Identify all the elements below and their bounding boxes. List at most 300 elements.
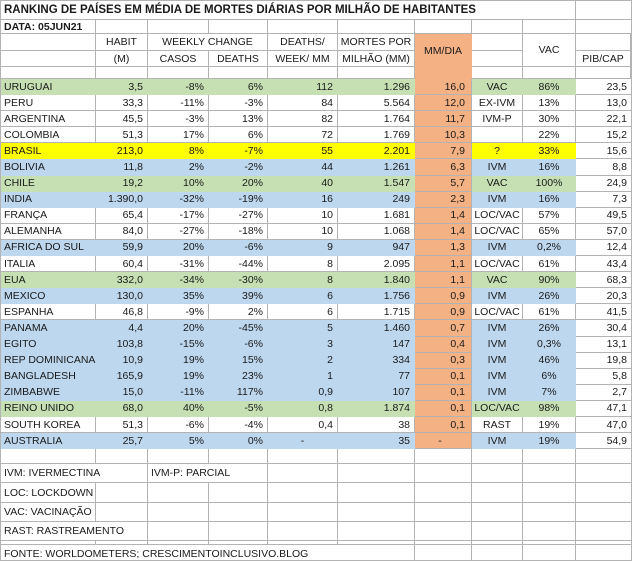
empty-cell[interactable] xyxy=(576,34,631,51)
cell-country[interactable]: ZIMBABWE xyxy=(1,385,96,401)
cell-deaths[interactable]: -44% xyxy=(209,256,268,272)
header-mm-dia[interactable]: MM/DIA xyxy=(415,34,472,79)
cell-mortes[interactable]: 249 xyxy=(338,192,415,208)
empty-cell[interactable] xyxy=(96,449,148,464)
cell-vac[interactable]: 46% xyxy=(523,353,576,369)
cell-vac[interactable]: 6% xyxy=(523,369,576,385)
cell-country[interactable]: PANAMA xyxy=(1,320,96,336)
legend-loc[interactable]: LOC: LOCKDOWN xyxy=(1,483,96,502)
cell-medida[interactable]: IVM xyxy=(472,240,523,256)
header-deaths[interactable]: DEATHS xyxy=(209,51,268,67)
header-casos[interactable]: CASOS xyxy=(148,51,209,67)
cell-deaths[interactable]: 0% xyxy=(209,433,268,449)
empty-cell[interactable] xyxy=(268,67,338,79)
cell-country[interactable]: MEXICO xyxy=(1,288,96,304)
cell-habit[interactable]: 65,4 xyxy=(96,208,148,224)
header-deaths-week-line2[interactable]: WEEK/ MM xyxy=(268,51,338,67)
cell-pib[interactable]: 13,0 xyxy=(576,95,631,111)
empty-cell[interactable] xyxy=(338,503,415,522)
cell-mortes[interactable]: 35 xyxy=(338,433,415,449)
empty-cell[interactable] xyxy=(523,483,576,502)
cell-deaths[interactable]: 39% xyxy=(209,288,268,304)
cell-pib[interactable]: 49,5 xyxy=(576,208,631,224)
cell-vac[interactable]: 57% xyxy=(523,208,576,224)
cell-deaths[interactable]: -2% xyxy=(209,159,268,175)
cell-deaths[interactable]: 117% xyxy=(209,385,268,401)
cell-medida[interactable]: IVM xyxy=(472,337,523,353)
cell-mm-dia[interactable]: 0,7 xyxy=(415,320,472,336)
empty-cell[interactable] xyxy=(338,464,415,483)
cell-deaths-week[interactable]: 6 xyxy=(268,288,338,304)
cell-mortes[interactable]: 2.095 xyxy=(338,256,415,272)
cell-country[interactable]: URUGUAI xyxy=(1,79,96,95)
cell-deaths-week[interactable]: 3 xyxy=(268,337,338,353)
empty-cell[interactable] xyxy=(209,67,268,79)
cell-medida[interactable]: IVM-P xyxy=(472,111,523,127)
cell-habit[interactable]: 3,5 xyxy=(96,79,148,95)
cell-medida[interactable]: IVM xyxy=(472,369,523,385)
empty-cell[interactable] xyxy=(268,20,338,34)
cell-deaths-week[interactable]: 55 xyxy=(268,143,338,159)
empty-cell[interactable] xyxy=(472,51,523,67)
cell-habit[interactable]: 1.390,0 xyxy=(96,192,148,208)
cell-deaths[interactable]: -30% xyxy=(209,272,268,288)
cell-casos[interactable]: 10% xyxy=(148,176,209,192)
header-vac[interactable]: VAC xyxy=(523,34,576,67)
cell-vac[interactable]: 22% xyxy=(523,127,576,143)
empty-cell[interactable] xyxy=(523,503,576,522)
cell-casos[interactable]: -17% xyxy=(148,208,209,224)
cell-mm-dia[interactable]: 0,1 xyxy=(415,417,472,433)
cell-habit[interactable]: 59,9 xyxy=(96,240,148,256)
cell-mm-dia[interactable]: - xyxy=(415,433,472,449)
source-note[interactable]: FONTE: WORLDOMETERS; CRESCIMENTOINCLUSIVO.BLOG xyxy=(1,545,415,561)
header-habit-line1[interactable]: HABIT xyxy=(96,34,148,51)
cell-mortes[interactable]: 1.261 xyxy=(338,159,415,175)
empty-cell[interactable] xyxy=(472,522,523,541)
cell-casos[interactable]: -15% xyxy=(148,337,209,353)
cell-mm-dia[interactable]: 6,3 xyxy=(415,159,472,175)
empty-cell[interactable] xyxy=(338,67,415,79)
cell-habit[interactable]: 15,0 xyxy=(96,385,148,401)
empty-cell[interactable] xyxy=(209,503,268,522)
empty-cell[interactable] xyxy=(148,483,209,502)
empty-cell[interactable] xyxy=(523,522,576,541)
header-pib-cap[interactable]: PIB/CAP xyxy=(576,51,631,67)
cell-deaths-week[interactable]: 5 xyxy=(268,320,338,336)
empty-cell[interactable] xyxy=(268,522,338,541)
empty-cell[interactable] xyxy=(148,449,209,464)
empty-cell[interactable] xyxy=(415,503,472,522)
cell-habit[interactable]: 10,9 xyxy=(96,353,148,369)
cell-country[interactable]: FRANÇA xyxy=(1,208,96,224)
header-habit-line2[interactable]: (M) xyxy=(96,51,148,67)
empty-cell[interactable] xyxy=(576,67,631,79)
header-deaths-week-line1[interactable]: DEATHS/ xyxy=(268,34,338,51)
cell-deaths[interactable]: 20% xyxy=(209,176,268,192)
cell-country[interactable]: COLOMBIA xyxy=(1,127,96,143)
cell-casos[interactable]: 17% xyxy=(148,127,209,143)
cell-mortes[interactable]: 947 xyxy=(338,240,415,256)
empty-cell[interactable] xyxy=(523,67,576,79)
header-mortes-line1[interactable]: MORTES POR xyxy=(338,34,415,51)
cell-mortes[interactable]: 2.201 xyxy=(338,143,415,159)
empty-cell[interactable] xyxy=(268,483,338,502)
cell-medida[interactable]: IVM xyxy=(472,385,523,401)
cell-habit[interactable]: 103,8 xyxy=(96,337,148,353)
cell-pib[interactable]: 12,4 xyxy=(576,240,631,256)
cell-vac[interactable]: 90% xyxy=(523,272,576,288)
cell-medida[interactable]: IVM xyxy=(472,288,523,304)
cell-casos[interactable]: -3% xyxy=(148,111,209,127)
empty-cell[interactable] xyxy=(415,464,472,483)
cell-deaths-week[interactable]: 8 xyxy=(268,272,338,288)
cell-mm-dia[interactable]: 11,7 xyxy=(415,111,472,127)
cell-mortes[interactable]: 1.068 xyxy=(338,224,415,240)
cell-deaths-week[interactable]: 10 xyxy=(268,208,338,224)
cell-habit[interactable]: 332,0 xyxy=(96,272,148,288)
cell-mm-dia[interactable]: 1,4 xyxy=(415,208,472,224)
cell-casos[interactable]: -8% xyxy=(148,79,209,95)
empty-cell[interactable] xyxy=(415,20,472,34)
cell-vac[interactable]: 30% xyxy=(523,111,576,127)
cell-casos[interactable]: 20% xyxy=(148,320,209,336)
cell-casos[interactable]: 35% xyxy=(148,288,209,304)
empty-cell[interactable] xyxy=(576,1,631,20)
cell-habit[interactable]: 165,9 xyxy=(96,369,148,385)
cell-country[interactable]: ESPANHA xyxy=(1,304,96,320)
cell-deaths-week[interactable]: 10 xyxy=(268,224,338,240)
cell-medida[interactable]: RAST xyxy=(472,417,523,433)
empty-cell[interactable] xyxy=(523,464,576,483)
cell-casos[interactable]: 19% xyxy=(148,369,209,385)
cell-pib[interactable]: 23,5 xyxy=(576,79,631,95)
cell-pib[interactable]: 43,4 xyxy=(576,256,631,272)
cell-casos[interactable]: -11% xyxy=(148,95,209,111)
cell-medida[interactable]: VAC xyxy=(472,176,523,192)
cell-vac[interactable]: 16% xyxy=(523,192,576,208)
cell-mm-dia[interactable]: 10,3 xyxy=(415,127,472,143)
cell-deaths[interactable]: -3% xyxy=(209,95,268,111)
cell-medida[interactable]: ? xyxy=(472,143,523,159)
empty-cell[interactable] xyxy=(472,483,523,502)
empty-cell[interactable] xyxy=(576,522,631,541)
empty-cell[interactable] xyxy=(1,67,96,79)
cell-deaths-week[interactable]: 6 xyxy=(268,304,338,320)
cell-medida[interactable]: IVM xyxy=(472,353,523,369)
legend-ivm-p[interactable]: IVM-P: PARCIAL xyxy=(148,464,268,483)
cell-medida[interactable]: VAC xyxy=(472,79,523,95)
header-mortes-line2[interactable]: MILHÃO (MM) xyxy=(338,51,415,67)
cell-medida[interactable]: LOC/VAC xyxy=(472,304,523,320)
cell-mm-dia[interactable]: 0,3 xyxy=(415,353,472,369)
empty-cell[interactable] xyxy=(415,483,472,502)
cell-pib[interactable]: 47,1 xyxy=(576,401,631,417)
cell-pib[interactable]: 8,8 xyxy=(576,159,631,175)
empty-cell[interactable] xyxy=(338,483,415,502)
cell-mortes[interactable]: 1.840 xyxy=(338,272,415,288)
cell-country[interactable]: INDIA xyxy=(1,192,96,208)
cell-casos[interactable]: 8% xyxy=(148,143,209,159)
cell-casos[interactable]: 19% xyxy=(148,353,209,369)
cell-casos[interactable]: 2% xyxy=(148,159,209,175)
cell-pib[interactable]: 15,6 xyxy=(576,143,631,159)
cell-deaths[interactable]: -6% xyxy=(209,240,268,256)
empty-cell[interactable] xyxy=(523,545,576,561)
empty-cell[interactable] xyxy=(209,522,268,541)
empty-cell[interactable] xyxy=(338,522,415,541)
empty-cell[interactable] xyxy=(576,20,631,34)
cell-country[interactable]: AFRICA DO SUL xyxy=(1,240,96,256)
cell-habit[interactable]: 25,7 xyxy=(96,433,148,449)
cell-deaths-week[interactable]: 84 xyxy=(268,95,338,111)
cell-habit[interactable]: 51,3 xyxy=(96,127,148,143)
cell-vac[interactable]: 100% xyxy=(523,176,576,192)
cell-country[interactable]: ALEMANHA xyxy=(1,224,96,240)
cell-vac[interactable]: 19% xyxy=(523,417,576,433)
cell-deaths[interactable]: 2% xyxy=(209,304,268,320)
cell-deaths[interactable]: 6% xyxy=(209,127,268,143)
empty-cell[interactable] xyxy=(415,449,472,464)
cell-mortes[interactable]: 107 xyxy=(338,385,415,401)
cell-pib[interactable]: 15,2 xyxy=(576,127,631,143)
cell-deaths-week[interactable]: 44 xyxy=(268,159,338,175)
cell-habit[interactable]: 130,0 xyxy=(96,288,148,304)
cell-mm-dia[interactable]: 0,9 xyxy=(415,304,472,320)
empty-cell[interactable] xyxy=(472,20,523,34)
cell-country[interactable]: SOUTH KOREA xyxy=(1,417,96,433)
empty-cell[interactable] xyxy=(523,20,576,34)
cell-casos[interactable]: 5% xyxy=(148,433,209,449)
empty-cell[interactable] xyxy=(1,34,96,51)
cell-mm-dia[interactable]: 0,4 xyxy=(415,337,472,353)
cell-medida[interactable]: VAC xyxy=(472,272,523,288)
cell-habit[interactable]: 51,3 xyxy=(96,417,148,433)
empty-cell[interactable] xyxy=(1,51,96,67)
cell-country[interactable]: PERU xyxy=(1,95,96,111)
empty-cell[interactable] xyxy=(415,545,472,561)
empty-cell[interactable] xyxy=(209,483,268,502)
cell-pib[interactable]: 30,4 xyxy=(576,320,631,336)
cell-mortes[interactable]: 77 xyxy=(338,369,415,385)
cell-habit[interactable]: 84,0 xyxy=(96,224,148,240)
cell-medida[interactable]: LOC/VAC xyxy=(472,256,523,272)
cell-pib[interactable]: 19,8 xyxy=(576,353,631,369)
empty-cell[interactable] xyxy=(268,464,338,483)
cell-mm-dia[interactable]: 0,1 xyxy=(415,385,472,401)
cell-deaths-week[interactable]: 0,9 xyxy=(268,385,338,401)
cell-vac[interactable]: 0,2% xyxy=(523,240,576,256)
cell-pib[interactable]: 68,3 xyxy=(576,272,631,288)
cell-deaths-week[interactable]: 112 xyxy=(268,79,338,95)
cell-deaths-week[interactable]: 0,8 xyxy=(268,401,338,417)
cell-country[interactable]: BOLIVIA xyxy=(1,159,96,175)
cell-deaths[interactable]: 13% xyxy=(209,111,268,127)
cell-mm-dia[interactable]: 0,1 xyxy=(415,369,472,385)
cell-medida[interactable] xyxy=(472,127,523,143)
cell-vac[interactable]: 26% xyxy=(523,320,576,336)
empty-cell[interactable] xyxy=(576,449,631,464)
cell-mortes[interactable]: 5.564 xyxy=(338,95,415,111)
cell-casos[interactable]: -9% xyxy=(148,304,209,320)
cell-deaths-week[interactable]: 40 xyxy=(268,176,338,192)
cell-country[interactable]: BANGLADESH xyxy=(1,369,96,385)
cell-habit[interactable]: 11,8 xyxy=(96,159,148,175)
cell-mm-dia[interactable]: 0,9 xyxy=(415,288,472,304)
cell-vac[interactable]: 0,3% xyxy=(523,337,576,353)
cell-mm-dia[interactable]: 16,0 xyxy=(415,79,472,95)
cell-vac[interactable]: 33% xyxy=(523,143,576,159)
cell-pib[interactable]: 24,9 xyxy=(576,176,631,192)
empty-cell[interactable] xyxy=(576,503,631,522)
empty-cell[interactable] xyxy=(472,449,523,464)
cell-pib[interactable]: 7,3 xyxy=(576,192,631,208)
cell-country[interactable]: CHILE xyxy=(1,176,96,192)
cell-vac[interactable]: 61% xyxy=(523,304,576,320)
cell-mortes[interactable]: 38 xyxy=(338,417,415,433)
cell-deaths-week[interactable]: 9 xyxy=(268,240,338,256)
cell-pib[interactable]: 41,5 xyxy=(576,304,631,320)
cell-country[interactable]: ITALIA xyxy=(1,256,96,272)
cell-medida[interactable]: EX-IVM xyxy=(472,95,523,111)
cell-habit[interactable]: 60,4 xyxy=(96,256,148,272)
cell-mortes[interactable]: 1.547 xyxy=(338,176,415,192)
cell-vac[interactable]: 86% xyxy=(523,79,576,95)
cell-pib[interactable]: 2,7 xyxy=(576,385,631,401)
cell-mortes[interactable]: 1.460 xyxy=(338,320,415,336)
legend-vac[interactable]: VAC: VACINAÇÃO xyxy=(1,503,96,522)
empty-cell[interactable] xyxy=(472,503,523,522)
empty-cell[interactable] xyxy=(96,483,148,502)
empty-cell[interactable] xyxy=(148,20,209,34)
cell-pib[interactable]: 5,8 xyxy=(576,369,631,385)
empty-cell[interactable] xyxy=(268,449,338,464)
cell-casos[interactable]: -31% xyxy=(148,256,209,272)
cell-habit[interactable]: 4,4 xyxy=(96,320,148,336)
empty-cell[interactable] xyxy=(576,483,631,502)
cell-casos[interactable]: -11% xyxy=(148,385,209,401)
cell-deaths[interactable]: -6% xyxy=(209,337,268,353)
empty-cell[interactable] xyxy=(472,545,523,561)
cell-deaths[interactable]: -5% xyxy=(209,401,268,417)
cell-mortes[interactable]: 147 xyxy=(338,337,415,353)
cell-deaths-week[interactable]: 1 xyxy=(268,369,338,385)
empty-cell[interactable] xyxy=(338,20,415,34)
cell-deaths[interactable]: -7% xyxy=(209,143,268,159)
cell-deaths-week[interactable]: 2 xyxy=(268,353,338,369)
cell-vac[interactable]: 13% xyxy=(523,95,576,111)
cell-habit[interactable]: 213,0 xyxy=(96,143,148,159)
cell-casos[interactable]: -6% xyxy=(148,417,209,433)
cell-country[interactable]: EUA xyxy=(1,272,96,288)
cell-medida[interactable]: IVM xyxy=(472,192,523,208)
empty-cell[interactable] xyxy=(96,67,148,79)
cell-mm-dia[interactable]: 1,1 xyxy=(415,272,472,288)
empty-cell[interactable] xyxy=(472,464,523,483)
page-title[interactable]: RANKING DE PAÍSES EM MÉDIA DE MORTES DIÁRIAS POR MILHÃO DE HABITANTES xyxy=(1,1,576,20)
empty-cell[interactable] xyxy=(523,449,576,464)
cell-mortes[interactable]: 1.296 xyxy=(338,79,415,95)
cell-pib[interactable]: 13,1 xyxy=(576,337,631,353)
cell-mm-dia[interactable]: 1,1 xyxy=(415,256,472,272)
cell-vac[interactable]: 26% xyxy=(523,288,576,304)
cell-deaths-week[interactable]: 72 xyxy=(268,127,338,143)
empty-cell[interactable] xyxy=(415,522,472,541)
cell-mortes[interactable]: 1.681 xyxy=(338,208,415,224)
cell-mortes[interactable]: 1.764 xyxy=(338,111,415,127)
cell-mortes[interactable]: 1.874 xyxy=(338,401,415,417)
cell-deaths[interactable]: -19% xyxy=(209,192,268,208)
cell-habit[interactable]: 45,5 xyxy=(96,111,148,127)
cell-country[interactable]: BRASIL xyxy=(1,143,96,159)
empty-cell[interactable] xyxy=(1,449,96,464)
cell-habit[interactable]: 46,8 xyxy=(96,304,148,320)
cell-vac[interactable]: 98% xyxy=(523,401,576,417)
cell-country[interactable]: ARGENTINA xyxy=(1,111,96,127)
empty-cell[interactable] xyxy=(148,67,209,79)
cell-deaths[interactable]: 6% xyxy=(209,79,268,95)
cell-deaths[interactable]: -45% xyxy=(209,320,268,336)
cell-deaths[interactable]: -27% xyxy=(209,208,268,224)
cell-casos[interactable]: 40% xyxy=(148,401,209,417)
cell-vac[interactable]: 19% xyxy=(523,433,576,449)
cell-deaths[interactable]: 23% xyxy=(209,369,268,385)
cell-country[interactable]: EGITO xyxy=(1,337,96,353)
cell-casos[interactable]: -32% xyxy=(148,192,209,208)
cell-deaths[interactable]: 15% xyxy=(209,353,268,369)
cell-deaths[interactable]: -18% xyxy=(209,224,268,240)
cell-vac[interactable]: 65% xyxy=(523,224,576,240)
cell-mm-dia[interactable]: 5,7 xyxy=(415,176,472,192)
cell-country[interactable]: REINO UNIDO xyxy=(1,401,96,417)
cell-mortes[interactable]: 334 xyxy=(338,353,415,369)
cell-deaths-week[interactable]: 0,4 xyxy=(268,417,338,433)
cell-deaths-week[interactable]: 82 xyxy=(268,111,338,127)
cell-medida[interactable]: IVM xyxy=(472,159,523,175)
cell-country[interactable]: AUSTRALIA xyxy=(1,433,96,449)
cell-pib[interactable]: 20,3 xyxy=(576,288,631,304)
empty-cell[interactable] xyxy=(209,20,268,34)
header-weekly-change[interactable]: WEEKLY CHANGE xyxy=(148,34,268,51)
cell-medida[interactable]: LOC/VAC xyxy=(472,208,523,224)
cell-deaths[interactable]: -4% xyxy=(209,417,268,433)
cell-habit[interactable]: 33,3 xyxy=(96,95,148,111)
empty-cell[interactable] xyxy=(96,503,148,522)
cell-mortes[interactable]: 1.715 xyxy=(338,304,415,320)
empty-cell[interactable] xyxy=(576,545,631,561)
cell-pib[interactable]: 22,1 xyxy=(576,111,631,127)
cell-country[interactable]: REP DOMINICANA xyxy=(1,353,96,369)
empty-cell[interactable] xyxy=(148,522,209,541)
cell-mm-dia[interactable]: 0,1 xyxy=(415,401,472,417)
cell-vac[interactable]: 61% xyxy=(523,256,576,272)
cell-deaths-week[interactable]: - xyxy=(268,433,338,449)
empty-cell[interactable] xyxy=(472,34,523,51)
cell-medida[interactable]: IVM xyxy=(472,433,523,449)
cell-pib[interactable]: 57,0 xyxy=(576,224,631,240)
empty-cell[interactable] xyxy=(148,503,209,522)
cell-habit[interactable]: 68,0 xyxy=(96,401,148,417)
cell-vac[interactable]: 16% xyxy=(523,159,576,175)
cell-mm-dia[interactable]: 1,4 xyxy=(415,224,472,240)
cell-medida[interactable]: LOC/VAC xyxy=(472,224,523,240)
cell-medida[interactable]: LOC/VAC xyxy=(472,401,523,417)
cell-pib[interactable]: 54,9 xyxy=(576,433,631,449)
cell-mm-dia[interactable]: 7,9 xyxy=(415,143,472,159)
cell-mortes[interactable]: 1.769 xyxy=(338,127,415,143)
cell-casos[interactable]: 20% xyxy=(148,240,209,256)
empty-cell[interactable] xyxy=(472,67,523,79)
